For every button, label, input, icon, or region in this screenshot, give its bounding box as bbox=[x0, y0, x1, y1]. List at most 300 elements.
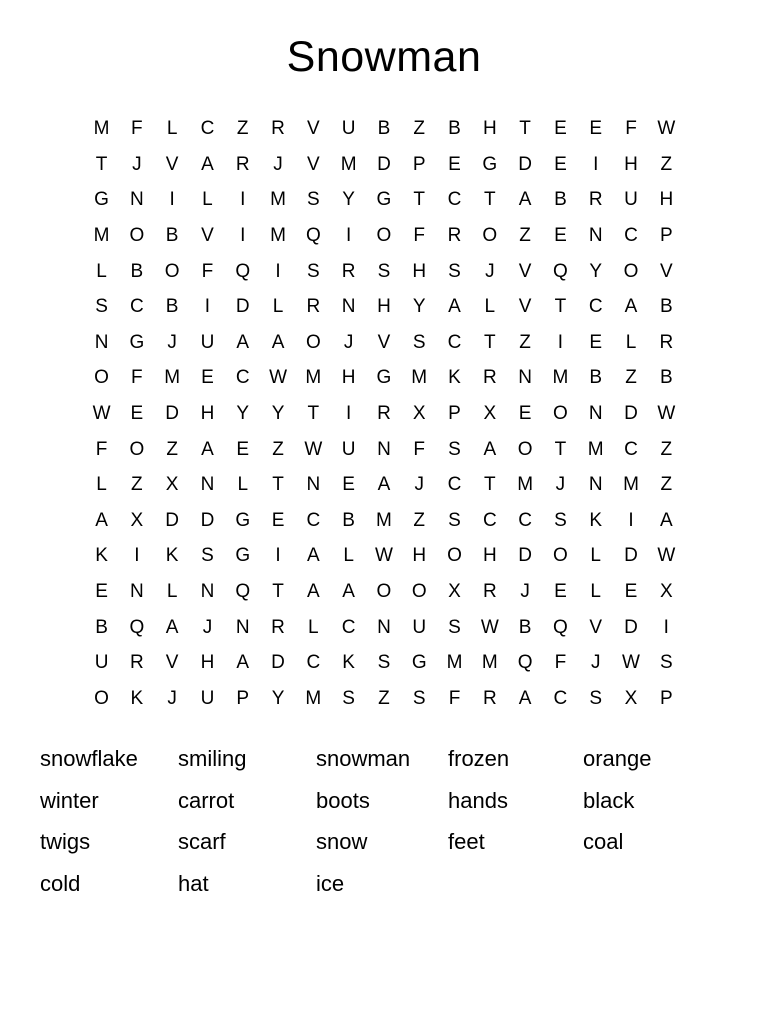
grid-cell[interactable]: R bbox=[377, 403, 391, 425]
grid-cell[interactable]: C bbox=[447, 189, 462, 211]
grid-cell[interactable]: V bbox=[518, 296, 532, 318]
grid-cell[interactable]: W bbox=[374, 545, 394, 567]
grid-cell[interactable]: D bbox=[518, 153, 533, 175]
grid-cell[interactable]: R bbox=[588, 189, 603, 211]
grid-cell[interactable]: M bbox=[446, 652, 463, 674]
grid-cell[interactable]: O bbox=[482, 225, 498, 247]
grid-cell[interactable]: M bbox=[411, 367, 428, 389]
grid-cell[interactable]: Z bbox=[660, 153, 673, 175]
grid-cell[interactable]: S bbox=[306, 189, 320, 211]
grid-cell[interactable]: J bbox=[167, 331, 178, 353]
grid-cell[interactable]: P bbox=[659, 687, 673, 709]
grid-cell[interactable]: M bbox=[305, 367, 322, 389]
grid-cell[interactable]: Z bbox=[272, 438, 285, 460]
grid-cell[interactable]: T bbox=[554, 438, 567, 460]
grid-cell[interactable]: A bbox=[342, 581, 356, 603]
grid-cell[interactable]: Z bbox=[378, 687, 390, 709]
grid-cell[interactable]: O bbox=[553, 545, 568, 567]
grid-cell[interactable]: J bbox=[167, 687, 178, 709]
grid-cell[interactable]: N bbox=[129, 581, 144, 603]
grid-cell[interactable]: B bbox=[518, 616, 532, 638]
grid-cell[interactable]: C bbox=[624, 438, 639, 460]
grid-cell[interactable]: J bbox=[132, 153, 142, 175]
grid-cell[interactable]: N bbox=[518, 367, 533, 389]
grid-cell[interactable]: T bbox=[484, 189, 496, 211]
grid-cell[interactable]: A bbox=[624, 296, 638, 318]
grid-cell[interactable]: D bbox=[624, 616, 639, 638]
grid-cell[interactable]: S bbox=[342, 687, 356, 709]
grid-cell[interactable]: I bbox=[275, 545, 281, 567]
grid-cell[interactable]: R bbox=[129, 652, 144, 674]
grid-cell[interactable]: Q bbox=[235, 581, 251, 603]
grid-cell[interactable]: C bbox=[200, 118, 215, 140]
grid-cell[interactable]: L bbox=[166, 581, 178, 603]
grid-cell[interactable]: H bbox=[482, 118, 497, 140]
grid-cell[interactable]: H bbox=[659, 189, 674, 211]
word-item[interactable]: feet bbox=[448, 829, 485, 855]
grid-cell[interactable]: R bbox=[659, 331, 674, 353]
word-item[interactable]: scarf bbox=[178, 829, 226, 855]
grid-cell[interactable]: M bbox=[305, 687, 322, 709]
grid-cell[interactable]: E bbox=[624, 581, 638, 603]
grid-cell[interactable]: B bbox=[659, 367, 673, 389]
grid-cell[interactable]: Z bbox=[625, 367, 637, 389]
grid-cell[interactable]: W bbox=[622, 652, 641, 674]
grid-cell[interactable]: H bbox=[412, 545, 427, 567]
grid-cell[interactable]: Q bbox=[553, 616, 568, 638]
grid-cell[interactable]: M bbox=[587, 438, 604, 460]
grid-cell[interactable]: I bbox=[345, 225, 352, 247]
grid-cell[interactable]: M bbox=[623, 474, 640, 496]
grid-cell[interactable]: I bbox=[240, 189, 246, 211]
grid-cell[interactable]: E bbox=[554, 225, 567, 247]
grid-cell[interactable]: O bbox=[553, 403, 568, 425]
grid-cell[interactable]: X bbox=[624, 687, 638, 709]
grid-cell[interactable]: D bbox=[200, 509, 215, 531]
grid-cell[interactable]: U bbox=[412, 616, 427, 638]
letter-grid[interactable] bbox=[84, 111, 684, 716]
word-item[interactable]: frozen bbox=[448, 746, 510, 772]
grid-cell[interactable]: Q bbox=[305, 225, 321, 247]
grid-cell[interactable]: B bbox=[554, 189, 567, 211]
grid-cell[interactable]: B bbox=[95, 616, 109, 638]
grid-cell[interactable]: L bbox=[625, 331, 637, 353]
grid-cell[interactable]: V bbox=[518, 260, 532, 282]
grid-cell[interactable]: X bbox=[483, 403, 497, 425]
grid-cell[interactable]: W bbox=[657, 545, 676, 567]
grid-cell[interactable]: Y bbox=[271, 403, 285, 425]
grid-cell[interactable]: G bbox=[482, 153, 498, 175]
grid-cell[interactable]: D bbox=[235, 296, 250, 318]
grid-cell[interactable]: E bbox=[554, 153, 567, 175]
grid-cell[interactable]: E bbox=[448, 153, 462, 175]
grid-cell[interactable]: E bbox=[95, 581, 109, 603]
grid-cell[interactable]: M bbox=[481, 652, 498, 674]
grid-cell[interactable]: T bbox=[484, 331, 496, 353]
grid-cell[interactable]: D bbox=[518, 545, 533, 567]
grid-cell[interactable]: C bbox=[341, 616, 356, 638]
grid-cell[interactable]: Z bbox=[519, 331, 532, 353]
grid-cell[interactable]: Q bbox=[235, 260, 251, 282]
grid-cell[interactable]: S bbox=[589, 687, 603, 709]
grid-cell[interactable]: U bbox=[624, 189, 639, 211]
grid-cell[interactable]: O bbox=[94, 367, 110, 389]
grid-cell[interactable]: S bbox=[95, 296, 109, 318]
grid-cell[interactable]: D bbox=[624, 545, 639, 567]
grid-cell[interactable]: S bbox=[448, 260, 462, 282]
grid-cell[interactable]: R bbox=[341, 260, 356, 282]
grid-cell[interactable]: Z bbox=[660, 474, 673, 496]
grid-cell[interactable]: Q bbox=[517, 652, 533, 674]
grid-cell[interactable]: F bbox=[95, 438, 108, 460]
grid-cell[interactable]: W bbox=[480, 616, 499, 638]
grid-cell[interactable]: M bbox=[552, 367, 569, 389]
grid-cell[interactable]: O bbox=[164, 260, 180, 282]
grid-cell[interactable]: M bbox=[93, 225, 110, 247]
grid-cell[interactable]: C bbox=[129, 296, 144, 318]
grid-cell[interactable]: J bbox=[555, 474, 566, 496]
grid-cell[interactable]: I bbox=[134, 545, 140, 567]
grid-cell[interactable]: L bbox=[96, 474, 108, 496]
grid-cell[interactable]: A bbox=[165, 616, 179, 638]
grid-cell[interactable]: O bbox=[411, 581, 427, 603]
grid-cell[interactable]: Q bbox=[553, 260, 568, 282]
grid-cell[interactable]: M bbox=[270, 189, 287, 211]
word-item[interactable]: snow bbox=[316, 829, 368, 855]
grid-cell[interactable]: R bbox=[482, 367, 497, 389]
grid-cell[interactable]: S bbox=[448, 616, 462, 638]
grid-cell[interactable]: J bbox=[343, 331, 354, 353]
grid-cell[interactable]: B bbox=[589, 367, 603, 389]
grid-cell[interactable]: Q bbox=[129, 616, 145, 638]
grid-cell[interactable]: U bbox=[94, 652, 109, 674]
grid-cell[interactable]: O bbox=[129, 225, 145, 247]
word-item[interactable]: boots bbox=[316, 787, 370, 813]
grid-cell[interactable]: T bbox=[484, 474, 496, 496]
grid-cell[interactable]: C bbox=[306, 652, 321, 674]
grid-cell[interactable]: N bbox=[235, 616, 250, 638]
grid-cell[interactable]: O bbox=[129, 438, 145, 460]
grid-cell[interactable]: H bbox=[377, 296, 391, 318]
grid-cell[interactable]: V bbox=[165, 153, 179, 175]
grid-cell[interactable]: G bbox=[235, 509, 251, 531]
grid-cell[interactable]: J bbox=[414, 474, 425, 496]
grid-cell[interactable]: W bbox=[657, 403, 676, 425]
grid-cell[interactable]: N bbox=[94, 331, 109, 353]
grid-cell[interactable]: Z bbox=[236, 118, 249, 140]
grid-cell[interactable]: J bbox=[590, 652, 601, 674]
grid-cell[interactable]: M bbox=[517, 474, 534, 496]
grid-cell[interactable]: N bbox=[306, 474, 321, 496]
grid-cell[interactable]: S bbox=[306, 260, 320, 282]
grid-cell[interactable]: Z bbox=[413, 118, 426, 140]
grid-cell[interactable]: E bbox=[201, 367, 214, 389]
grid-cell[interactable]: I bbox=[275, 260, 281, 282]
grid-cell[interactable]: V bbox=[589, 616, 603, 638]
grid-cell[interactable]: L bbox=[484, 296, 496, 318]
grid-cell[interactable]: R bbox=[482, 687, 497, 709]
word-item[interactable]: hands bbox=[448, 787, 508, 813]
grid-cell[interactable]: T bbox=[519, 118, 532, 140]
grid-cell[interactable]: W bbox=[304, 438, 323, 460]
grid-cell[interactable]: P bbox=[448, 403, 462, 425]
grid-cell[interactable]: S bbox=[377, 260, 391, 282]
word-item[interactable]: snowflake bbox=[40, 746, 138, 772]
grid-cell[interactable]: K bbox=[95, 545, 109, 567]
grid-cell[interactable]: B bbox=[130, 260, 144, 282]
grid-cell[interactable]: O bbox=[517, 438, 533, 460]
grid-cell[interactable]: A bbox=[518, 687, 532, 709]
grid-cell[interactable]: B bbox=[165, 296, 179, 318]
grid-cell[interactable]: H bbox=[482, 545, 497, 567]
grid-cell[interactable]: A bbox=[95, 509, 109, 531]
grid-cell[interactable]: X bbox=[448, 581, 462, 603]
grid-cell[interactable]: M bbox=[340, 153, 357, 175]
grid-cell[interactable]: R bbox=[271, 616, 286, 638]
grid-cell[interactable]: S bbox=[554, 509, 567, 531]
grid-cell[interactable]: M bbox=[164, 367, 181, 389]
grid-cell[interactable]: G bbox=[376, 189, 392, 211]
grid-cell[interactable]: F bbox=[448, 687, 461, 709]
word-item[interactable]: twigs bbox=[40, 829, 91, 855]
grid-cell[interactable]: X bbox=[659, 581, 673, 603]
grid-cell[interactable]: R bbox=[235, 153, 250, 175]
grid-cell[interactable]: E bbox=[236, 438, 250, 460]
grid-cell[interactable]: N bbox=[588, 474, 603, 496]
grid-cell[interactable]: U bbox=[200, 331, 215, 353]
word-item[interactable]: hat bbox=[178, 870, 209, 896]
grid-cell[interactable]: M bbox=[376, 509, 393, 531]
grid-cell[interactable]: U bbox=[341, 118, 356, 140]
grid-cell[interactable]: I bbox=[169, 189, 175, 211]
grid-cell[interactable]: V bbox=[201, 225, 214, 247]
grid-cell[interactable]: V bbox=[306, 118, 320, 140]
grid-cell[interactable]: T bbox=[272, 581, 285, 603]
grid-cell[interactable]: L bbox=[96, 260, 108, 282]
grid-cell[interactable]: V bbox=[306, 153, 320, 175]
grid-cell[interactable]: F bbox=[131, 118, 143, 140]
grid-cell[interactable]: C bbox=[518, 509, 533, 531]
grid-cell[interactable]: O bbox=[305, 331, 321, 353]
grid-cell[interactable]: D bbox=[624, 403, 639, 425]
grid-cell[interactable]: Y bbox=[412, 296, 426, 318]
grid-cell[interactable]: D bbox=[377, 153, 391, 175]
grid-cell[interactable]: Y bbox=[271, 687, 285, 709]
grid-cell[interactable]: L bbox=[590, 545, 602, 567]
grid-cell[interactable]: B bbox=[165, 225, 179, 247]
grid-cell[interactable]: N bbox=[200, 581, 215, 603]
grid-cell[interactable]: G bbox=[376, 367, 392, 389]
grid-cell[interactable]: J bbox=[520, 581, 531, 603]
grid-cell[interactable]: F bbox=[554, 652, 567, 674]
grid-cell[interactable]: G bbox=[94, 189, 110, 211]
grid-cell[interactable]: A bbox=[306, 545, 320, 567]
grid-cell[interactable]: R bbox=[306, 296, 321, 318]
grid-cell[interactable]: C bbox=[588, 296, 603, 318]
grid-cell[interactable]: O bbox=[376, 581, 392, 603]
grid-cell[interactable]: A bbox=[236, 331, 250, 353]
grid-cell[interactable]: A bbox=[448, 296, 462, 318]
grid-cell[interactable]: F bbox=[625, 118, 637, 140]
grid-cell[interactable]: A bbox=[236, 652, 250, 674]
grid-cell[interactable]: M bbox=[270, 225, 287, 247]
grid-cell[interactable]: T bbox=[272, 474, 285, 496]
grid-cell[interactable]: N bbox=[341, 296, 356, 318]
grid-cell[interactable]: E bbox=[271, 509, 285, 531]
grid-cell[interactable]: E bbox=[342, 474, 356, 496]
grid-cell[interactable]: S bbox=[659, 652, 673, 674]
grid-cell[interactable]: V bbox=[377, 331, 391, 353]
grid-cell[interactable]: S bbox=[412, 331, 426, 353]
grid-cell[interactable]: E bbox=[518, 403, 532, 425]
grid-cell[interactable]: Y bbox=[589, 260, 603, 282]
grid-cell[interactable]: B bbox=[659, 296, 673, 318]
grid-cell[interactable]: O bbox=[447, 545, 463, 567]
grid-cell[interactable]: N bbox=[200, 474, 215, 496]
grid-cell[interactable]: A bbox=[377, 474, 391, 496]
grid-cell[interactable]: I bbox=[663, 616, 670, 638]
grid-cell[interactable]: F bbox=[413, 438, 426, 460]
grid-cell[interactable]: C bbox=[306, 509, 321, 531]
grid-cell[interactable]: A bbox=[518, 189, 532, 211]
grid-cell[interactable]: W bbox=[657, 118, 676, 140]
grid-cell[interactable]: L bbox=[590, 581, 602, 603]
grid-cell[interactable]: Y bbox=[342, 189, 356, 211]
grid-cell[interactable]: X bbox=[130, 509, 144, 531]
grid-cell[interactable]: T bbox=[307, 403, 320, 425]
grid-cell[interactable]: I bbox=[204, 296, 211, 318]
word-item[interactable]: winter bbox=[40, 787, 99, 813]
grid-cell[interactable]: H bbox=[200, 403, 215, 425]
grid-cell[interactable]: T bbox=[95, 153, 108, 175]
grid-cell[interactable]: S bbox=[201, 545, 214, 567]
grid-cell[interactable]: L bbox=[237, 474, 249, 496]
grid-cell[interactable]: I bbox=[240, 225, 246, 247]
grid-cell[interactable]: K bbox=[448, 367, 462, 389]
grid-cell[interactable]: B bbox=[342, 509, 356, 531]
grid-cell[interactable]: A bbox=[659, 509, 673, 531]
grid-cell[interactable]: D bbox=[271, 652, 286, 674]
grid-cell[interactable]: G bbox=[129, 331, 145, 353]
grid-cell[interactable]: H bbox=[200, 652, 215, 674]
grid-cell[interactable]: R bbox=[447, 225, 462, 247]
word-item[interactable]: coal bbox=[583, 829, 624, 855]
grid-cell[interactable]: H bbox=[341, 367, 356, 389]
grid-cell[interactable]: P bbox=[412, 153, 426, 175]
grid-cell[interactable]: V bbox=[659, 260, 673, 282]
grid-cell[interactable]: K bbox=[130, 687, 144, 709]
grid-cell[interactable]: P bbox=[659, 225, 673, 247]
grid-cell[interactable]: F bbox=[201, 260, 214, 282]
grid-cell[interactable]: N bbox=[377, 616, 391, 638]
grid-cell[interactable]: R bbox=[271, 118, 286, 140]
grid-cell[interactable]: N bbox=[377, 438, 391, 460]
grid-cell[interactable]: R bbox=[482, 581, 497, 603]
grid-cell[interactable]: I bbox=[345, 403, 352, 425]
grid-cell[interactable]: T bbox=[413, 189, 426, 211]
grid-cell[interactable]: A bbox=[271, 331, 285, 353]
grid-cell[interactable]: C bbox=[482, 509, 497, 531]
grid-cell[interactable]: T bbox=[554, 296, 567, 318]
grid-cell[interactable]: W bbox=[92, 403, 111, 425]
grid-cell[interactable]: E bbox=[554, 118, 567, 140]
grid-cell[interactable]: I bbox=[557, 331, 564, 353]
grid-cell[interactable]: L bbox=[202, 189, 213, 211]
grid-cell[interactable]: A bbox=[483, 438, 497, 460]
grid-cell[interactable]: Z bbox=[166, 438, 179, 460]
grid-cell[interactable]: F bbox=[131, 367, 143, 389]
grid-cell[interactable]: M bbox=[93, 118, 110, 140]
grid-cell[interactable]: H bbox=[412, 260, 427, 282]
grid-cell[interactable]: D bbox=[165, 403, 180, 425]
grid-cell[interactable]: F bbox=[413, 225, 426, 247]
grid-cell[interactable]: W bbox=[269, 367, 288, 389]
grid-cell[interactable]: S bbox=[448, 438, 462, 460]
grid-cell[interactable]: A bbox=[201, 438, 214, 460]
word-item[interactable]: ice bbox=[316, 870, 345, 896]
grid-cell[interactable]: B bbox=[448, 118, 462, 140]
grid-cell[interactable]: L bbox=[166, 118, 178, 140]
grid-cell[interactable]: V bbox=[165, 652, 179, 674]
grid-cell[interactable]: O bbox=[94, 687, 110, 709]
grid-cell[interactable]: C bbox=[447, 474, 462, 496]
grid-cell[interactable]: P bbox=[236, 687, 250, 709]
grid-cell[interactable]: I bbox=[628, 509, 634, 531]
grid-cell[interactable]: N bbox=[588, 403, 603, 425]
grid-cell[interactable]: H bbox=[624, 153, 639, 175]
grid-cell[interactable]: U bbox=[200, 687, 215, 709]
grid-cell[interactable]: J bbox=[485, 260, 495, 282]
grid-cell[interactable]: S bbox=[377, 652, 391, 674]
grid-cell[interactable]: E bbox=[554, 581, 567, 603]
grid-cell[interactable]: Z bbox=[413, 509, 426, 531]
grid-cell[interactable]: C bbox=[624, 225, 639, 247]
grid-cell[interactable]: G bbox=[411, 652, 427, 674]
word-item[interactable]: cold bbox=[40, 870, 81, 896]
grid-cell[interactable]: U bbox=[341, 438, 356, 460]
grid-cell[interactable]: B bbox=[377, 118, 391, 140]
grid-cell[interactable]: A bbox=[201, 153, 214, 175]
grid-cell[interactable]: K bbox=[342, 652, 356, 674]
grid-cell[interactable]: L bbox=[343, 545, 355, 567]
grid-cell[interactable]: J bbox=[273, 153, 283, 175]
grid-cell[interactable]: E bbox=[589, 331, 603, 353]
grid-cell[interactable]: X bbox=[412, 403, 426, 425]
grid-cell[interactable]: Z bbox=[660, 438, 673, 460]
grid-cell[interactable]: N bbox=[129, 189, 144, 211]
grid-cell[interactable]: L bbox=[272, 296, 284, 318]
grid-cell[interactable]: C bbox=[553, 687, 568, 709]
grid-cell[interactable]: D bbox=[165, 509, 180, 531]
grid-cell[interactable]: C bbox=[447, 331, 462, 353]
grid-cell[interactable]: L bbox=[308, 616, 319, 638]
grid-cell[interactable]: J bbox=[202, 616, 213, 638]
grid-cell[interactable]: G bbox=[235, 545, 251, 567]
word-item[interactable]: carrot bbox=[178, 787, 235, 813]
word-item[interactable]: orange bbox=[583, 746, 652, 772]
grid-cell[interactable]: C bbox=[235, 367, 250, 389]
grid-cell[interactable]: E bbox=[130, 403, 144, 425]
grid-cell[interactable]: X bbox=[165, 474, 179, 496]
grid-cell[interactable]: I bbox=[593, 153, 599, 175]
grid-cell[interactable]: S bbox=[412, 687, 426, 709]
grid-cell[interactable]: Z bbox=[131, 474, 143, 496]
grid-cell[interactable]: A bbox=[306, 581, 320, 603]
grid-cell[interactable]: Y bbox=[236, 403, 250, 425]
grid-cell[interactable]: E bbox=[589, 118, 603, 140]
grid-cell[interactable]: O bbox=[623, 260, 639, 282]
grid-cell[interactable]: Z bbox=[519, 225, 532, 247]
